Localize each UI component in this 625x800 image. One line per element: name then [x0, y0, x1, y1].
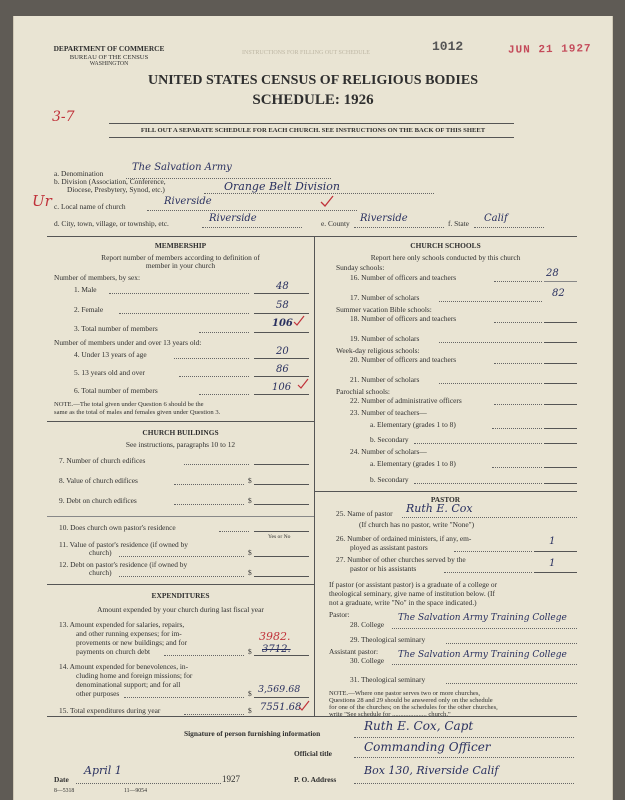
date-value: April 1	[84, 764, 122, 777]
serial-number: 1012	[432, 39, 464, 54]
q21-label: 21. Number of scholars	[350, 375, 420, 384]
official-title-label: Official title	[294, 749, 332, 758]
q16-label: 16. Number of officers and teachers	[350, 273, 457, 282]
graduate-note-1: If pastor (or assistant pastor) is a graduate of a college or	[329, 580, 498, 589]
membership-note-2: same as the total of males and females given under Question 3.	[54, 409, 221, 416]
county-value: Riverside	[360, 213, 408, 224]
date-label: Date	[54, 775, 69, 784]
q8-label: 8. Value of church edifices	[59, 476, 138, 485]
red-check-icon	[296, 377, 310, 391]
membership-note-1: NOTE.—The total given under Question 6 should be the	[54, 401, 204, 408]
official-title-value: Commanding Officer	[364, 740, 491, 754]
q14-line-2: cluding home and foreign missions; for	[76, 671, 193, 680]
q6-value: 106	[272, 382, 292, 393]
membership-intro-1: Report number of members according to definition of	[101, 253, 260, 262]
q18-label: 18. Number of officers and teachers	[350, 314, 457, 323]
q28-label: 28. College	[350, 620, 385, 629]
q14-dollar: $	[248, 689, 252, 698]
q3-value: 106	[272, 318, 293, 329]
q6-label: 6. Total number of members	[74, 386, 158, 395]
summer-schools-label: Summer vacation Bible schools:	[336, 305, 432, 314]
sunday-schools-label: Sunday schools:	[336, 263, 385, 272]
q23-label: 23. Number of teachers—	[350, 408, 427, 417]
pastor-note-1: NOTE.—Where one pastor serves two or more churches,	[329, 690, 481, 697]
weekday-schools-label: Week-day religious schools:	[336, 346, 420, 355]
q25-value: Ruth E. Cox	[406, 502, 473, 515]
signature-value: Ruth E. Cox, Capt	[364, 719, 474, 733]
pastor-note-3: for one of the churches; on the schedules for the other churches,	[329, 704, 498, 711]
q2-label: 2. Female	[74, 305, 104, 314]
q5-value: 86	[276, 364, 289, 375]
form-number: 8—5318	[54, 788, 75, 794]
city-label: WASHINGTON	[89, 61, 129, 67]
po-address-value: Box 130, Riverside Calif	[364, 764, 499, 777]
pastor-note-2: Questions 28 and 29 should be answered only on the schedule	[329, 697, 493, 704]
city-town-value: Riverside	[209, 213, 257, 224]
received-date-stamp: JUN 21 1927	[507, 43, 592, 57]
church-schools-sub: Report here only schools conducted by this church	[370, 253, 521, 262]
q22-label: 22. Number of administrative officers	[350, 396, 462, 405]
department-label: DEPARTMENT OF COMMERCE	[53, 44, 165, 53]
q13-line-4: payments on church debt	[76, 647, 151, 656]
po-address-label: P. O. Address	[294, 775, 337, 784]
q13-line-2: and other running expenses; for im-	[76, 629, 182, 638]
q11-dollar: $	[248, 548, 252, 557]
q27-label-1: 27. Number of other churches served by the	[336, 555, 466, 564]
q14-line-4: other purposes	[76, 689, 120, 698]
yes-no-hint: Yes or No	[268, 534, 291, 540]
q24a-label: a. Elementary (grades 1 to 8)	[370, 459, 456, 468]
q15-dollar: $	[248, 706, 252, 715]
instruction-banner: FILL OUT A SEPARATE SCHEDULE FOR EACH CHURCH. SEE INSTRUCTIONS ON THE BACK OF THIS SHEET	[140, 127, 486, 134]
q16-value: 28	[546, 268, 559, 279]
q14-line-3: denominational support; and for all	[76, 680, 181, 689]
church-buildings-sub: See instructions, paragraphs 10 to 12	[125, 440, 236, 449]
red-batch-mark: 3-7	[52, 109, 75, 125]
q24b-label: b. Secondary	[370, 475, 409, 484]
graduate-note-3: not a graduate, write "No" in the space indicated.)	[329, 598, 477, 607]
division-label: b. Division (Association, Conference,	[54, 177, 166, 186]
denomination-label: a. Denomination	[54, 169, 104, 178]
q25-note: (If church has no pastor, write "None")	[359, 520, 475, 529]
pastor-note-4: write "See schedule for ..................... church."	[329, 711, 451, 718]
q4-label: 4. Under 13 years of age	[74, 350, 147, 359]
q30-label: 30. College	[350, 656, 385, 665]
q23a-label: a. Elementary (grades 1 to 8)	[370, 420, 456, 429]
pastor-title: PASTOR	[430, 495, 461, 504]
local-name-label: c. Local name of church	[54, 202, 126, 211]
division-value: Orange Belt Division	[224, 180, 340, 193]
q26-label-2: ployed as assistant pastors	[350, 543, 428, 552]
date-year: 1927	[222, 774, 240, 784]
form-subtitle: SCHEDULE: 1926	[252, 92, 374, 108]
q14-value: 3,569.68	[258, 684, 301, 695]
q25-label: 25. Name of pastor	[336, 509, 393, 518]
q24-label: 24. Number of scholars—	[350, 447, 427, 456]
q2-value: 58	[276, 300, 289, 311]
form-title: UNITED STATES CENSUS OF RELIGIOUS BODIES	[147, 73, 478, 88]
church-schools-title: CHURCH SCHOOLS	[410, 241, 481, 250]
q29-label: 29. Theological seminary	[350, 635, 426, 644]
assistant-pastor-label: Assistant pastor:	[329, 647, 379, 656]
q8-dollar: $	[248, 476, 252, 485]
red-check-icon	[292, 314, 306, 328]
q15-value: 7551.68	[260, 702, 302, 713]
q11-label: 11. Value of pastor's residence (if owned by	[59, 540, 188, 549]
q4-value: 20	[276, 346, 289, 357]
q26-label-1: 26. Number of ordained ministers, if any, em-	[336, 534, 472, 543]
q7-label: 7. Number of church edifices	[59, 456, 146, 465]
q13-dollar: $	[248, 647, 252, 656]
county-label: e. County	[321, 219, 350, 228]
red-check-icon	[297, 699, 311, 713]
census-schedule-sheet	[13, 16, 613, 800]
margin-check-mark: Ur	[32, 192, 52, 210]
q23b-label: b. Secondary	[370, 435, 409, 444]
age-intro: Number of members under and over 13 years old:	[54, 338, 202, 347]
q30-value: The Salvation Army Training College	[398, 650, 567, 660]
q27-value: 1	[549, 558, 556, 569]
q17-label: 17. Number of scholars	[350, 293, 420, 302]
q19-label: 19. Number of scholars	[350, 334, 420, 343]
q13-corrected-value: 3982.	[259, 630, 291, 643]
local-name-value: Riverside	[164, 196, 212, 207]
q26-value: 1	[549, 536, 556, 547]
parochial-schools-label: Parochial schools:	[336, 387, 390, 396]
church-buildings-title: CHURCH BUILDINGS	[142, 428, 219, 437]
q31-label: 31. Theological seminary	[350, 675, 426, 684]
state-value: Calif	[484, 213, 508, 224]
q27-label-2: pastor or his assistants	[350, 564, 417, 573]
bleed-through-text: INSTRUCTIONS FOR FILLING OUT SCHEDULE	[242, 50, 370, 56]
denomination-value: The Salvation Army	[132, 162, 232, 173]
expenditures-sub: Amount expended by your church during last fiscal year	[97, 605, 264, 614]
pastor-label: Pastor:	[329, 610, 350, 619]
red-check-icon	[319, 194, 335, 208]
q10-label: 10. Does church own pastor's residence	[59, 523, 176, 532]
q28-value: The Salvation Army Training College	[398, 613, 567, 623]
q9-label: 9. Debt on church edifices	[59, 496, 137, 505]
q12-label: 12. Debt on pastor's residence (if owned by	[59, 560, 188, 569]
members-by-sex: Number of members, by sex:	[54, 273, 140, 282]
q3-label: 3. Total number of members	[74, 324, 158, 333]
bureau-label: BUREAU OF THE CENSUS	[69, 54, 149, 61]
q12-dollar: $	[248, 568, 252, 577]
division-label-2: Diocese, Presbytery, Synod, etc.)	[67, 185, 165, 194]
q14-line-1: 14. Amount expended for benevolences, in-	[59, 662, 189, 671]
signature-label: Signature of person furnishing information	[184, 729, 321, 738]
q13-line-1: 13. Amount expended for salaries, repairs,	[59, 620, 185, 629]
q9-dollar: $	[248, 496, 252, 505]
city-town-label: d. City, town, village, or township, etc.	[54, 219, 169, 228]
q17-value: 82	[552, 288, 565, 299]
membership-title: MEMBERSHIP	[154, 241, 207, 250]
state-label: f. State	[448, 219, 469, 228]
q1-label: 1. Male	[74, 285, 97, 294]
q12-label-2: church)	[89, 568, 112, 577]
q13-struck-value: 3712.	[262, 644, 291, 655]
q15-label: 15. Total expenditures during year	[59, 706, 161, 715]
q1-value: 48	[276, 281, 289, 292]
q5-label: 5. 13 years old and over	[74, 368, 146, 377]
q13-line-3: provements or new buildings; and for	[76, 638, 188, 647]
form-number-2: 11—9054	[124, 788, 147, 794]
graduate-note-2: theological seminary, give name of institution below. (If	[329, 589, 495, 598]
membership-intro-2: member in your church	[145, 261, 216, 270]
expenditures-title: EXPENDITURES	[151, 591, 210, 600]
q20-label: 20. Number of officers and teachers	[350, 355, 457, 364]
q11-label-2: church)	[89, 548, 112, 557]
